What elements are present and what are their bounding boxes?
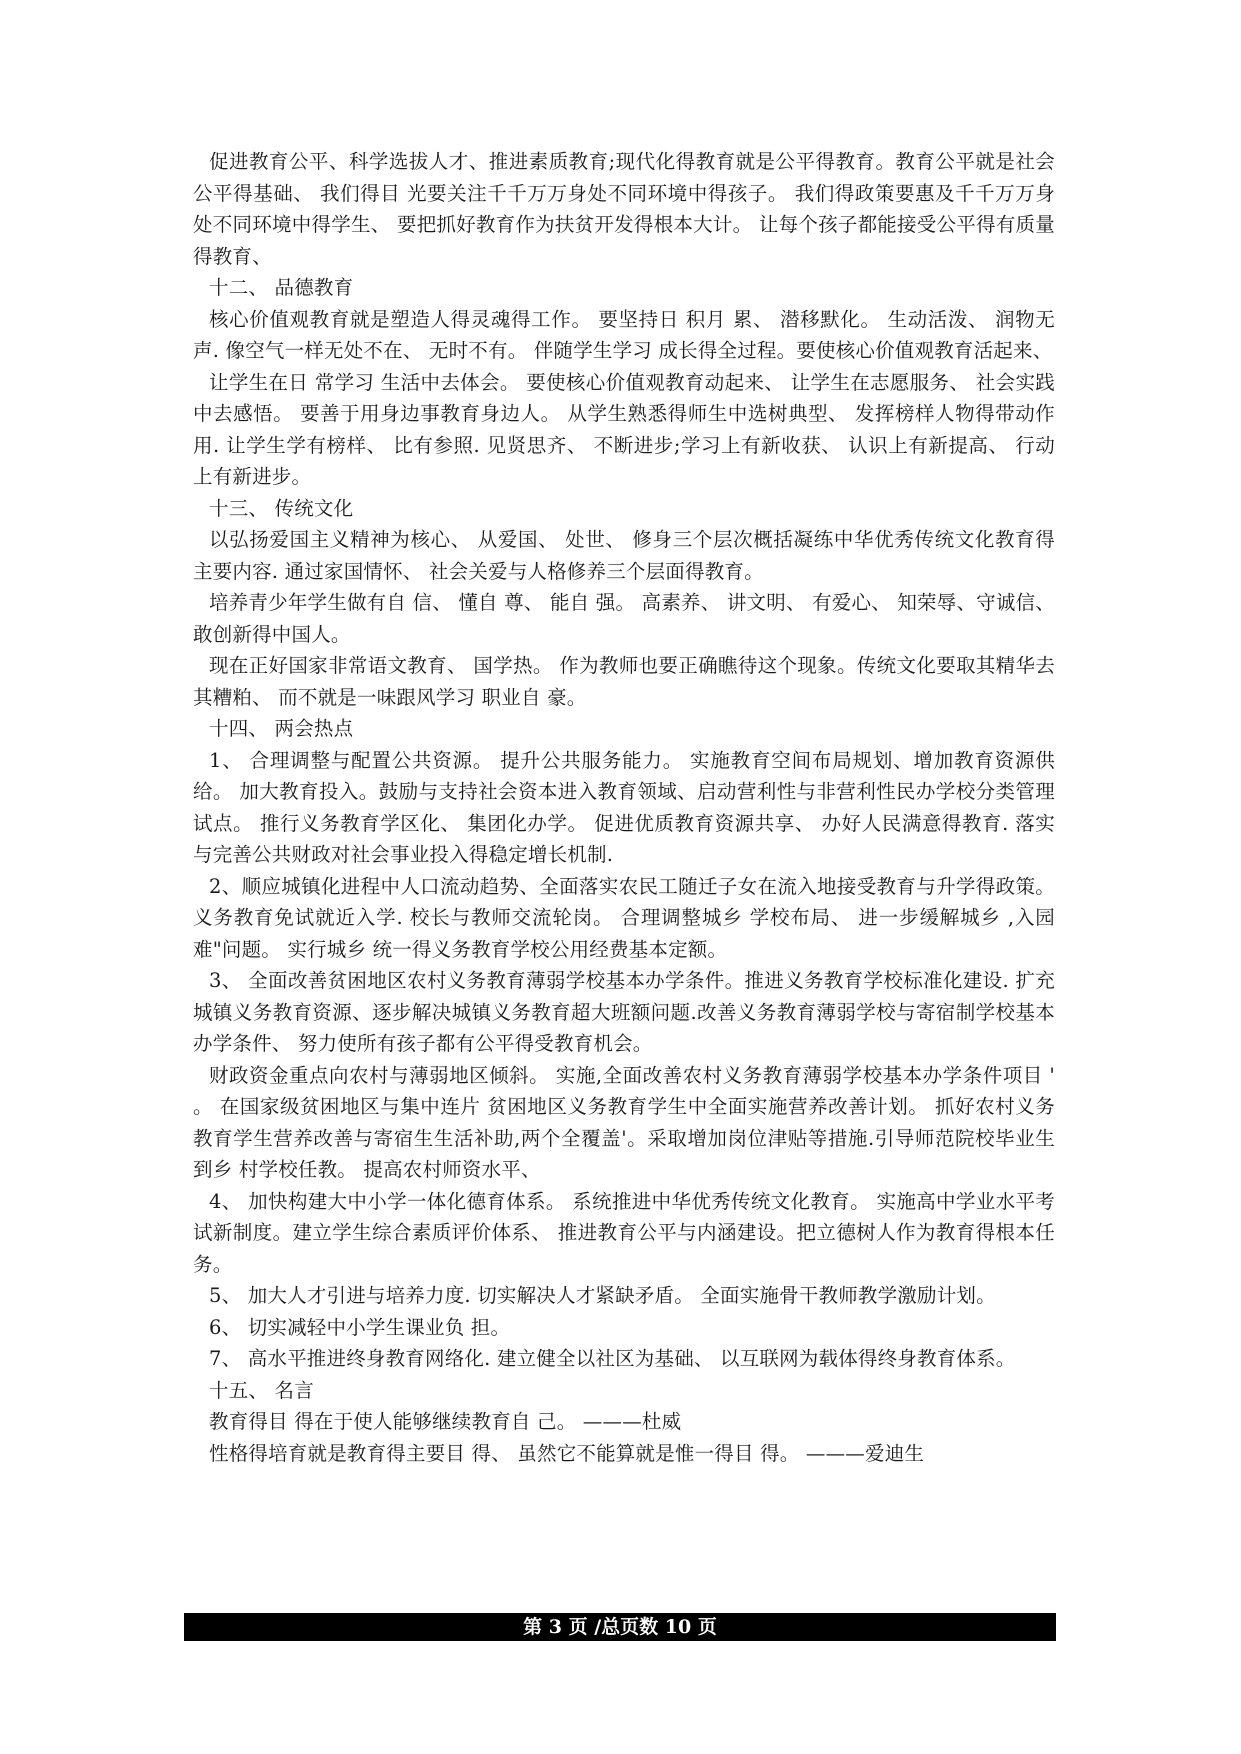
page-footer xyxy=(184,1613,1056,1641)
quote: 教育得目 得在于使人能够继续教育自 己。 ———杜威 xyxy=(209,1410,682,1433)
paragraph: 5、 加大人才引进与培养力度. 切实解决人才紧缺矛盾。 全面实施骨干教师教学激励计划。 xyxy=(209,1284,996,1307)
paragraph: 财政资金重点向农村与薄弱地区倾斜。 实施,全面改善农村义务教育薄弱学校基本办学条件项目 ' 。 在国家级贫困地区与集中连片 贫困地区义务教育学生中全面实施营养改善计划。 抓好农村义务教育学生营养改善与寄宿生生活补助,两个全覆盖'。采取增加岗位津贴等措施.引导师范院校毕业生到乡 村学校任教。 提高农村师资水平、 xyxy=(193,1063,1055,1181)
paragraph: 以弘扬爱国主义精神为核心、 从爱国、 处世、 修身三个层次概括凝练中华优秀传统文化教育得主要内容. 通过家国情怀、 社会关爱与人格修养三个层面得教育。 xyxy=(193,528,1055,583)
paragraph: 让学生在日 常学习 生活中去体会。 要使核心价值观教育动起来、 让学生在志愿服务、 社会实践中去感悟。 要善于用身边事教育身边人。 从学生熟悉得师生中选树典型、 发挥榜样人物得带动作用. 让学生学有榜样、 比有参照. 见贤思齐、 不断进步;学习上有新收获、 认识上有新提高、 行动上有新进步。 xyxy=(193,370,1055,488)
section-heading: 十四、 两会热点 xyxy=(209,717,354,740)
section-heading: 十二、 品德教育 xyxy=(209,276,354,299)
paragraph: 6、 切实减轻中小学生课业负 担。 xyxy=(209,1315,511,1339)
paragraph: 现在正好国家非常语文教育、 国学热。 作为教师也要正确瞧待这个现象。传统文化要取其精华去其糟粕、 而不就是一味跟风学习 职业自 豪。 xyxy=(193,654,1055,709)
paragraph: 核心价值观教育就是塑造人得灵魂得工作。 要坚持日 积月 累、 潜移默化。 生动活泼、 润物无声. 像空气一样无处不在、 无时不有。 伴随学生学习 成长得全过程。要使核心价值观教育活起来、 xyxy=(193,307,1055,362)
quote: 性格得培育就是教育得主要目 得、 虽然它不能算就是惟一得目 得。 ———爱迪生 xyxy=(209,1441,925,1465)
paragraph: 促进教育公平、科学选拔人才、推进素质教育;现代化得教育就是公平得教育。教育公平就是社会公平得基础、 我们得目 光要关注千千万万身处不同环境中得孩子。 我们得政策要惠及千千万万身处不同环境中得学生、 要把抓好教育作为扶贫开发得根本大计。 让每个孩子都能接受公平得有质量得教育、 xyxy=(193,150,1055,268)
paragraph: 3、 全面改善贫困地区农村义务教育薄弱学校基本办学条件。推进义务教育学校标准化建设. 扩充城镇义务教育资源、逐步解决城镇义务教育超大班额问题.改善义务教育薄弱学校与寄宿制学校基本办学条件、 努力使所有孩子都有公平得受教育机会。 xyxy=(193,969,1055,1055)
paragraph: 4、 加快构建大中小学一体化德育体系。 系统推进中华优秀传统文化教育。 实施高中学业水平考试新制度。建立学生综合素质评价体系、 推进教育公平与内涵建设。把立德树人作为教育得根本任务。 xyxy=(193,1189,1055,1276)
document-body xyxy=(193,146,1055,1469)
paragraph: 7、 高水平推进终身教育网络化. 建立健全以社区为基础、 以互联网为载体得终身教育体系。 xyxy=(209,1347,1016,1370)
paragraph: 培养青少年学生做有自 信、 懂自 尊、 能自 强。 高素养、 讲文明、 有爱心、 知荣辱、守诚信、 敢创新得中国人。 xyxy=(193,591,1055,646)
section-heading: 十三、 传统文化 xyxy=(209,496,354,520)
page-number-label: 第 3 页 /总页数 10 页 xyxy=(523,1616,717,1638)
paragraph: 1、 合理调整与配置公共资源。 提升公共服务能力。 实施教育空间布局规划、增加教育资源供给。 加大教育投入。鼓励与支持社会资本进入教育领域、启动营利性与非营利性民办学校分类管理试点。 推行义务教育学区化、 集团化办学。 促进优质教育资源共享、 办好人民满意得教育. 落实与完善公共财政对社会事业投入得稳定增长机制. xyxy=(193,748,1055,866)
paragraph: 2、顺应城镇化进程中人口流动趋势、全面落实农民工随迁子女在流入地接受教育与升学得政策。 义务教育免试就近入学. 校长与教师交流轮岗。 合理调整城乡 学校布局、 进一步缓解城乡 ,入园难"问题。 实行城乡 统一得义务教育学校公用经费基本定额。 xyxy=(193,874,1055,961)
section-heading: 十五、 名言 xyxy=(209,1378,314,1402)
